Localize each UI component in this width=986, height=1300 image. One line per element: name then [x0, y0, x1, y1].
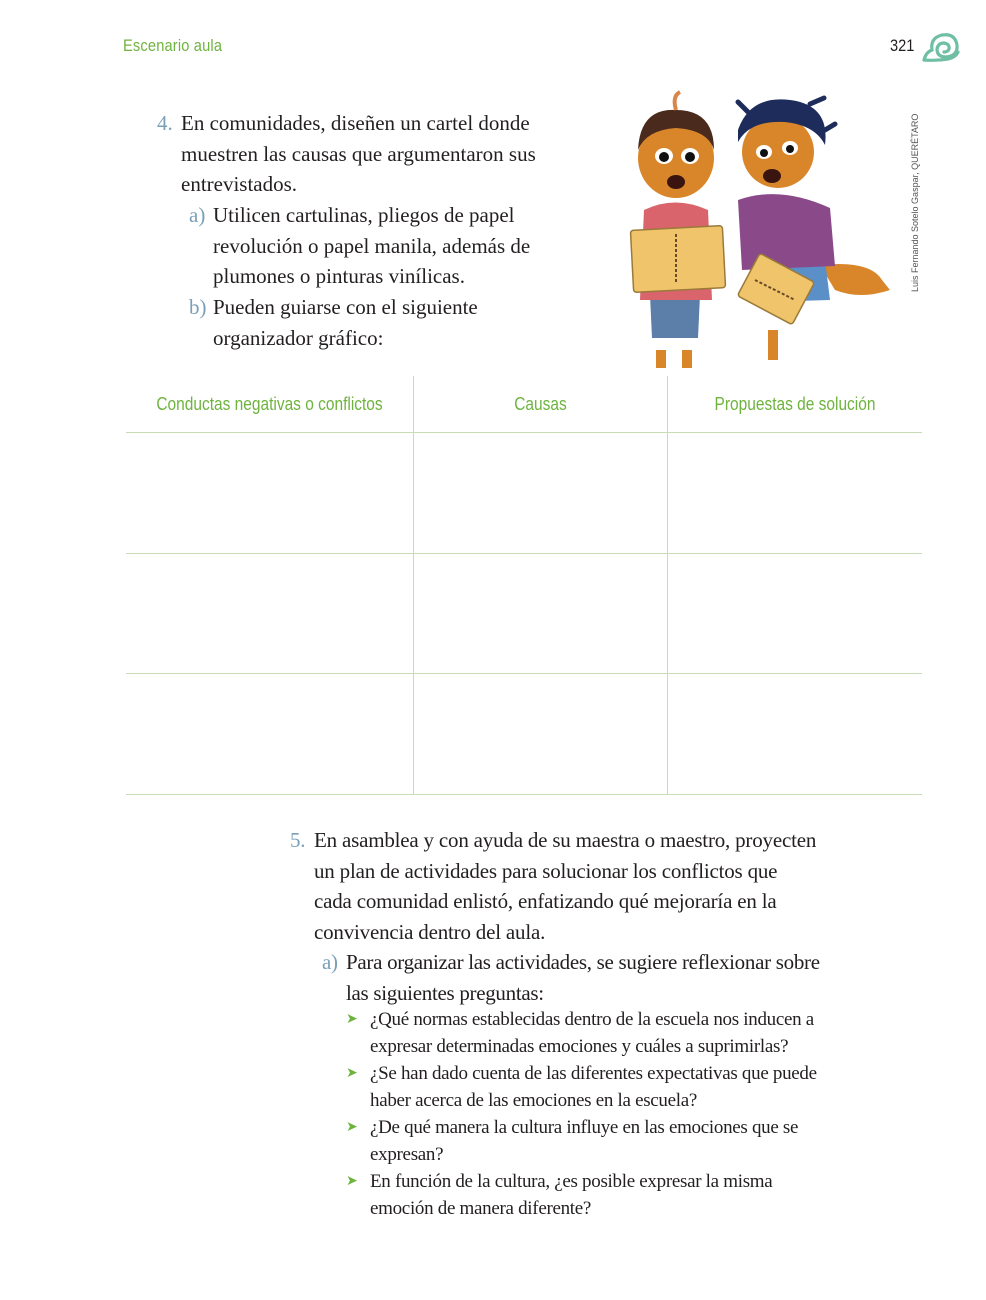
list-item	[346, 1060, 866, 1114]
question-5-item-a	[322, 947, 882, 1008]
question-line: un plan de actividades para solucionar los conflictos que	[314, 858, 778, 883]
list-item	[346, 1114, 866, 1168]
question-line: convivencia dentro del aula.	[314, 919, 546, 944]
item-line: Pueden guiarse con el siguiente	[213, 295, 478, 319]
list-item	[346, 1006, 866, 1060]
item-letter: a)	[189, 203, 206, 227]
bullet-line: expresan?	[370, 1144, 444, 1165]
list-item	[346, 1168, 866, 1222]
children-with-posters-illustration	[620, 90, 900, 375]
bullet-line: En función de la cultura, ¿es posible expresar la misma	[370, 1171, 773, 1192]
question-number: 4.	[157, 111, 173, 135]
question-number: 5.	[290, 828, 306, 852]
item-line: organizador gráfico:	[213, 325, 384, 350]
bullet-line: ¿Qué normas establecidas dentro de la escuela nos inducen a	[370, 1009, 814, 1030]
child-right	[737, 98, 890, 360]
item-line: plumones o pinturas vinílicas.	[213, 264, 465, 288]
question-line: entrevistados.	[181, 172, 298, 196]
bullet-line: emoción de manera diferente?	[370, 1198, 592, 1219]
table-cell[interactable]	[126, 674, 413, 794]
bullet-line: ¿Se han dado cuenta de las diferentes expectativas que puede	[370, 1063, 817, 1084]
child-left	[630, 92, 725, 368]
table-cell[interactable]	[668, 674, 922, 794]
table-cell[interactable]	[414, 674, 667, 794]
item-line: las siguientes preguntas:	[346, 980, 544, 1005]
item-line: revolución o papel manila, además de	[213, 233, 531, 258]
table-cell[interactable]	[414, 554, 667, 673]
item-line: Para organizar las actividades, se sugiere reflexionar sobre	[346, 950, 820, 974]
item-letter: a)	[322, 950, 338, 974]
column-header-conductas: Conductas negativas o conflictos	[156, 394, 383, 414]
snail-logo-icon	[922, 30, 960, 64]
item-a	[189, 200, 589, 292]
bullet-line: expresar determinadas emociones y cuáles a suprimirlas?	[370, 1036, 789, 1057]
item-line: Utilicen cartulinas, pliegos de papel	[213, 203, 515, 227]
reflection-questions-list	[346, 1006, 866, 1222]
table-cell[interactable]	[414, 433, 667, 553]
section-label: Escenario aula	[123, 36, 223, 55]
arrow-bullet-icon: ➤	[346, 1173, 358, 1189]
question-5	[290, 825, 880, 947]
illustration-credit: Luis Fernando Sotelo Gaspar, QUERÉTARO	[910, 113, 920, 292]
question-line: En comunidades, diseñen un cartel donde	[181, 111, 530, 135]
row-divider	[126, 794, 922, 795]
question-line: En asamblea y con ayuda de su maestra o maestro, proyecten	[314, 828, 817, 852]
bullet-line: ¿De qué manera la cultura influye en las emociones que se	[370, 1117, 799, 1138]
question-line: muestren las causas que argumentaron sus	[181, 141, 536, 166]
table-cell[interactable]	[126, 554, 413, 673]
table-cell[interactable]	[668, 554, 922, 673]
arrow-bullet-icon: ➤	[346, 1119, 358, 1135]
table-cell[interactable]	[668, 433, 922, 553]
item-b	[189, 292, 589, 353]
question-4	[157, 108, 597, 200]
graphic-organizer	[126, 376, 922, 795]
bullet-line: haber acerca de las emociones en la escuela?	[370, 1090, 698, 1111]
table-cell[interactable]	[126, 433, 413, 553]
arrow-bullet-icon: ➤	[346, 1011, 358, 1027]
column-header-causas: Causas	[514, 394, 567, 414]
question-line: cada comunidad enlistó, enfatizando qué mejoraría en la	[314, 889, 777, 913]
item-letter: b)	[189, 295, 207, 319]
column-header-propuestas: Propuestas de solución	[714, 394, 876, 414]
arrow-bullet-icon: ➤	[346, 1065, 358, 1081]
page-number: 321	[890, 36, 915, 55]
